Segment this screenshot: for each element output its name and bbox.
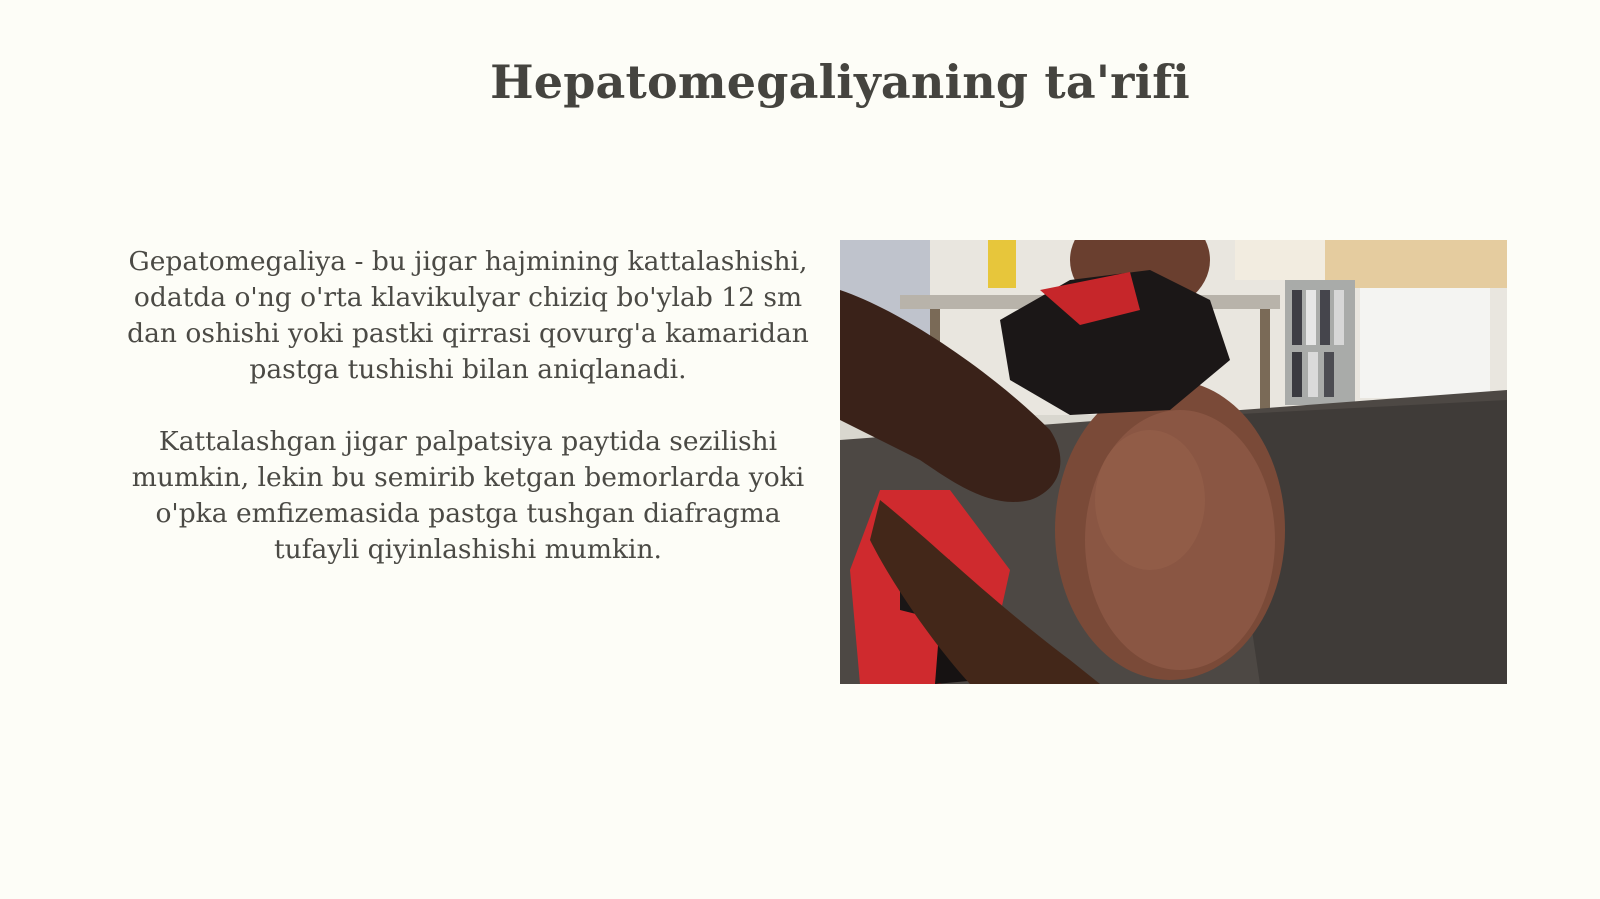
paragraph-palpation: Kattalashgan jigar palpatsiya paytida sezilishi mumkin, lekin bu semirib ketgan bemorlarda yoki o'pka emfizemasida pastga tushgan diafragma tufayli qiyinlashishi mumkin.: [131, 426, 805, 565]
slide-title: Hepatomegaliyaning ta'rifi: [490, 55, 1190, 109]
patient-photo-illustration: [840, 240, 1507, 684]
paragraph-definition: Gepatomegaliya - bu jigar hajmining kattalashishi, odatda o'ng o'rta klavikulyar chiziq bo'ylab 12 sm dan oshishi yoki pastki qirrasi qovurg'a kamaridan pastga tushishi bilan aniqlanadi.: [127, 246, 809, 385]
body-text-block: [112, 244, 824, 604]
patient-photo: [840, 240, 1507, 684]
